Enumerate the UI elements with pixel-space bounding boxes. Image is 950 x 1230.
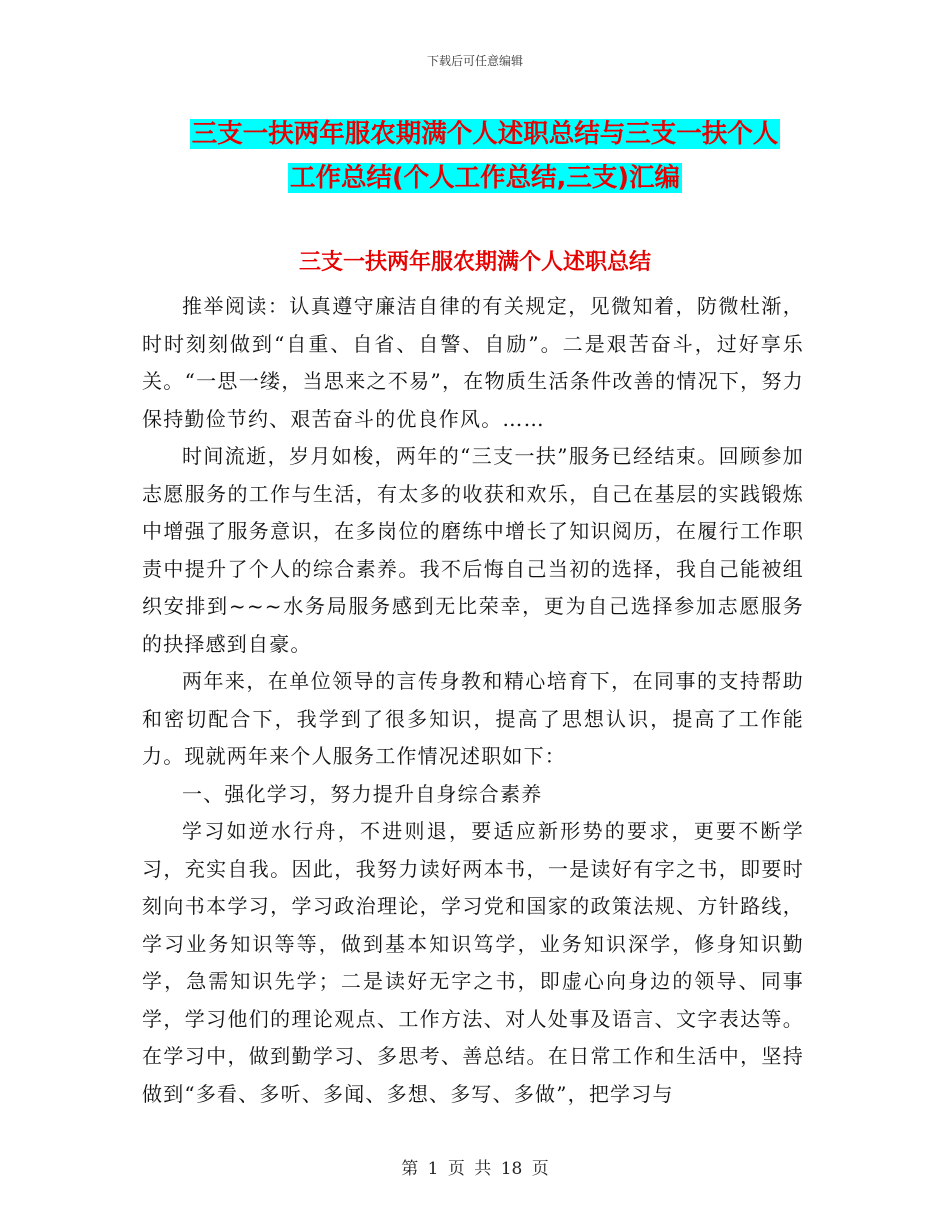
paragraph: 推举阅读：认真遵守廉洁自律的有关规定，见微知着，防微杜渐，时时刻刻做到“自重、自省、自警、自励”。二是艰苦奋斗，过好享乐关。“一思一缕，当思来之不易”，在物质生活条件改善的情况下，努力保持勤俭节约、艰苦奋斗的优良作风。…… xyxy=(142,294,804,431)
document-title-line-2: 工作总结(个人工作总结,三支)汇编 xyxy=(290,163,680,193)
paragraph: 两年来，在单位领导的言传身教和精心培育下，在同事的支持帮助和密切配合下，我学到了很多知识，提高了思想认识，提高了工作能力。现就两年来个人服务工作情况述职如下： xyxy=(142,669,804,768)
page-header-note: 下载后可任意编辑 xyxy=(426,54,523,68)
page-number-footer: 第 1 页 共 18 页 xyxy=(401,1159,549,1179)
document-title-line-1: 三支一扶两年服农期满个人述职总结与三支一扶个人 xyxy=(191,119,779,149)
body-text xyxy=(142,288,804,1113)
paragraph: 时间流逝，岁月如梭，两年的“三支一扶”服务已经结束。回顾参加志愿服务的工作与生活，有太多的收获和欢乐，自己在基层的实践锻炼中增强了服务意识，在多岗位的磨练中增长了知识阅历，在履行工作职责中提升了个人的综合素养。我不后悔自己当初的选择，我自己能被组织安排到~~~水务局服务感到无比荣幸，更为自己选择参加志愿服务的抉择感到自豪。 xyxy=(142,444,804,656)
paragraph-subheading: 一、强化学习，努力提升自身综合素养 xyxy=(182,781,543,806)
paragraph: 学习如逆水行舟，不进则退，要适应新形势的要求，更要不断学习，充实自我。因此，我努力读好两本书，一是读好有字之书，即要时刻向书本学习，学习政治理论，学习党和国家的政策法规、方针路线，学习业务知识等等，做到基本知识笃学，业务知识深学，修身知识勤学，急需知识先学；二是读好无字之书，即虚心向身边的领导、同事学，学习他们的理论观点、工作方法、对人处事及语言、文字表达等。在学习中，做到勤学习、多思考、善总结。在日常工作和生活中，坚持做到“多看、多听、多闻、多想、多写、多做”，把学习与 xyxy=(142,819,804,1106)
document-title xyxy=(140,112,830,200)
section-heading: 三支一扶两年服农期满个人述职总结 xyxy=(298,250,651,275)
